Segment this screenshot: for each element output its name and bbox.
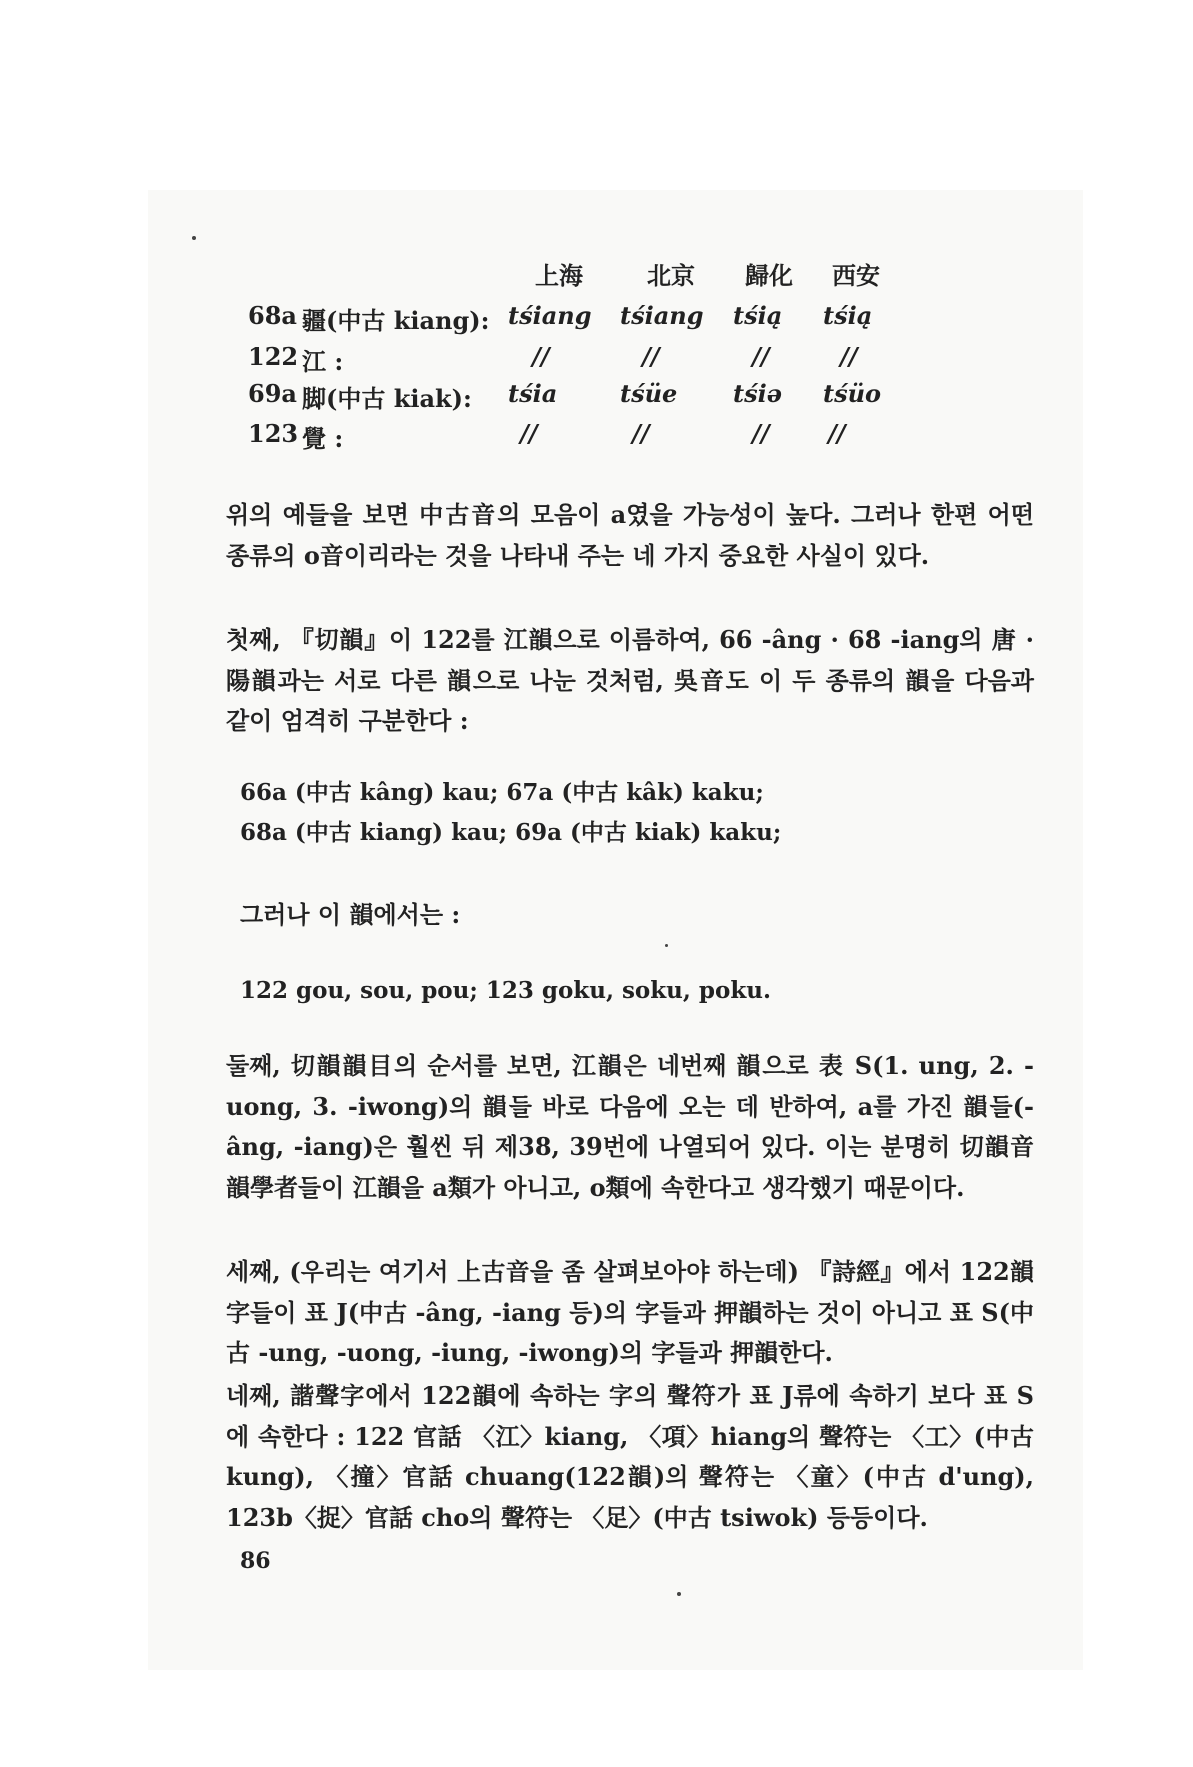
table-cell: tśią xyxy=(823,301,873,330)
row-label: 脚(中古 kiak): xyxy=(302,384,472,413)
example-line: 68a (中古 kiang) kau; 69a (中古 kiak) kaku; xyxy=(240,819,782,846)
table-row xyxy=(0,419,1193,455)
ditto-mark: // xyxy=(840,342,858,371)
paragraph-first-point: 첫째, 『切韻』이 122를 江韻으로 이름하여, 66 -âng · 68 -iang의 唐 · 陽韻과는 서로 다른 韻으로 나눈 것처럼, 吳音도 이 두 종류의 韻을 다음과 같이 엄격히 구분한다 : xyxy=(226,625,1034,735)
row-id: 122 xyxy=(248,342,299,371)
ditto-mark: // xyxy=(642,342,660,371)
scan-speck xyxy=(192,236,196,240)
ditto-mark: // xyxy=(632,419,650,448)
paragraph-fourth-point: 네째, 諧聲字에서 122韻에 속하는 字의 聲符가 표 J류에 속하기 보다 표 S에 속한다 : 122 官話 〈江〉kiang, 〈項〉hiang의 聲符는 〈工〉(中古 kung), 〈撞〉官話 chuang(122韻)의 聲符는 〈童〉(中古 d'ung), 123b〈捉〉官話 cho의 聲符는 〈足〉(中古 tsiwok) 등등이다. xyxy=(226,1381,1034,1532)
table-cell: tśiang xyxy=(620,301,704,330)
row-id: 69a xyxy=(248,379,297,408)
ditto-mark: // xyxy=(828,419,846,448)
ditto-mark: // xyxy=(520,419,538,448)
table-cell: tśią xyxy=(733,301,783,330)
row-label: 覺 : xyxy=(302,424,344,453)
paragraph-third-point: 세째, (우리는 여기서 上古音을 좀 살펴보아야 하는데) 『詩經』에서 122韻字들이 표 J(中古 -âng, -iang 등)의 字들과 押韻하는 것이 아니고 표 S(中古 -ung, -uong, -iung, -iwong)의 字들과 押韻한다. xyxy=(226,1257,1034,1367)
table-row xyxy=(0,342,1193,378)
table-cell: tśia xyxy=(508,379,558,408)
paragraph-second-point: 둘째, 切韻韻目의 순서를 보면, 江韻은 네번째 韻으로 表 S(1. ung, 2. -uong, 3. -iwong)의 韻들 바로 다음에 오는 데 반하여, a를 가진 韻들(-âng, -iang)은 훨씬 뒤 제38, 39번에 나열되어 있다. 이는 분명히 切韻音韻學者들이 江韻을 a類가 아니고, o類에 속한다고 생각했기 때문이다. xyxy=(226,1051,1034,1202)
table-header: 歸化 xyxy=(745,261,793,290)
table-cell: tśüe xyxy=(620,379,678,408)
table-cell: tśiang xyxy=(508,301,592,330)
ditto-mark: // xyxy=(752,342,770,371)
scan-speck xyxy=(677,1592,681,1596)
scan-speck xyxy=(665,944,668,947)
paragraph-intro: 위의 예들을 보면 中古音의 모음이 a였을 가능성이 높다. 그러나 한편 어떤 종류의 o音이리라는 것을 나타내 주는 네 가지 중요한 사실이 있다. xyxy=(226,500,1034,570)
table-cell: tśiə xyxy=(733,379,782,408)
row-id: 68a xyxy=(248,301,297,330)
table-row xyxy=(0,379,1193,415)
table-header: 上海 xyxy=(535,261,583,290)
page-number: 86 xyxy=(240,1548,271,1574)
row-label: 江 : xyxy=(302,347,344,376)
table-header: 北京 xyxy=(647,261,695,290)
row-label: 疆(中古 kiang): xyxy=(302,306,490,335)
table-cell: tśüo xyxy=(823,379,882,408)
example-line: 122 gou, sou, pou; 123 goku, soku, poku. xyxy=(240,977,772,1004)
row-id: 123 xyxy=(248,419,299,448)
ditto-mark: // xyxy=(532,342,550,371)
table-header: 西安 xyxy=(832,261,880,290)
ditto-mark: // xyxy=(752,419,770,448)
table-row xyxy=(0,301,1193,337)
paragraph-transition: 그러나 이 韻에서는 : xyxy=(240,900,461,929)
example-line: 66a (中古 kâng) kau; 67a (中古 kâk) kaku; xyxy=(240,779,764,806)
